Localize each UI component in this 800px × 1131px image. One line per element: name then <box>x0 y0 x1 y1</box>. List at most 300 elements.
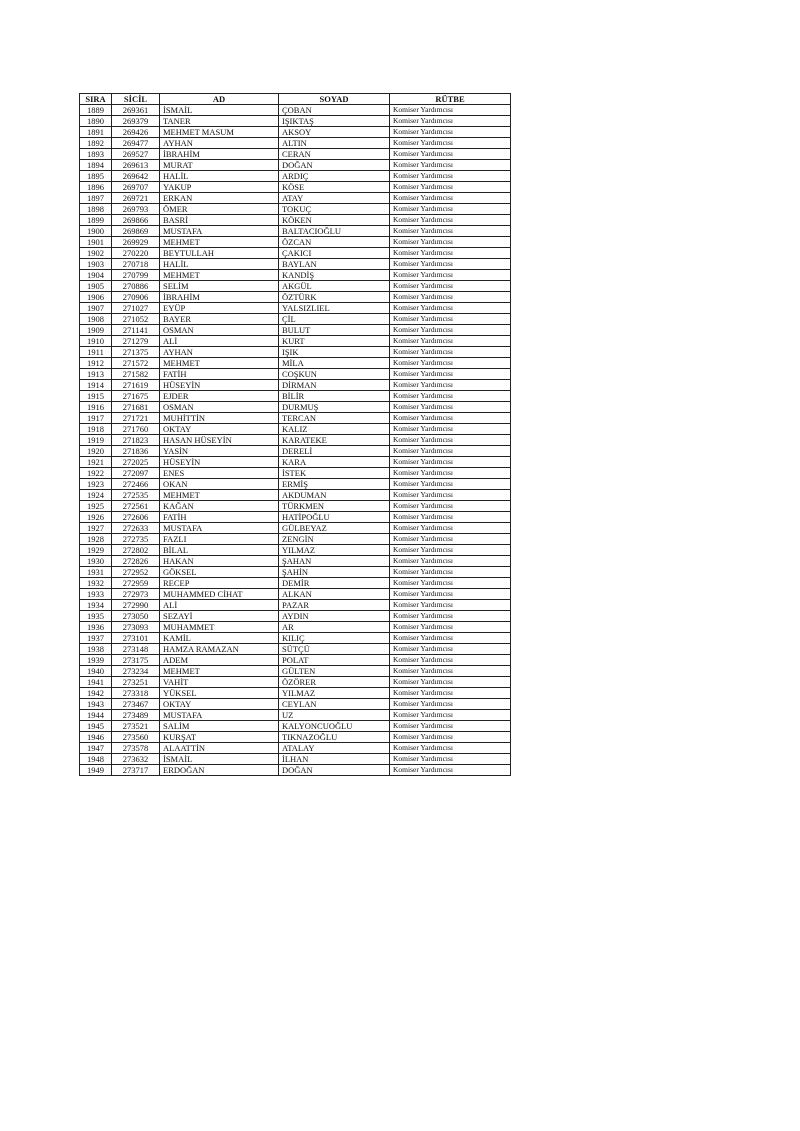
cell-ad: MEHMET <box>160 237 279 248</box>
cell-sicil: 273101 <box>112 633 160 644</box>
cell-sira: 1924 <box>80 490 112 501</box>
cell-rutbe: Komiser Yardımcısı <box>390 149 511 160</box>
cell-sira: 1928 <box>80 534 112 545</box>
cell-sira: 1926 <box>80 512 112 523</box>
table-header <box>80 94 511 105</box>
cell-rutbe: Komiser Yardımcısı <box>390 171 511 182</box>
cell-sicil: 271572 <box>112 358 160 369</box>
cell-soyad: MİLA <box>279 358 390 369</box>
cell-ad: BİLAL <box>160 545 279 556</box>
table-row <box>80 303 511 314</box>
table-row <box>80 424 511 435</box>
cell-sira: 1931 <box>80 567 112 578</box>
cell-soyad: TOKUÇ <box>279 204 390 215</box>
cell-ad: MEHMET MASUM <box>160 127 279 138</box>
cell-sicil: 269707 <box>112 182 160 193</box>
cell-ad: HALİL <box>160 171 279 182</box>
cell-sicil: 269361 <box>112 105 160 116</box>
cell-rutbe: Komiser Yardımcısı <box>390 358 511 369</box>
cell-soyad: UZ <box>279 710 390 721</box>
cell-sicil: 269869 <box>112 226 160 237</box>
cell-sicil: 269642 <box>112 171 160 182</box>
cell-ad: OSMAN <box>160 325 279 336</box>
cell-sicil: 273251 <box>112 677 160 688</box>
cell-sira: 1916 <box>80 402 112 413</box>
cell-sicil: 272990 <box>112 600 160 611</box>
cell-rutbe: Komiser Yardımcısı <box>390 204 511 215</box>
cell-sicil: 273234 <box>112 666 160 677</box>
header-soyad: SOYAD <box>279 94 390 105</box>
cell-soyad: BİLİR <box>279 391 390 402</box>
cell-soyad: AKDUMAN <box>279 490 390 501</box>
cell-soyad: KARA <box>279 457 390 468</box>
cell-rutbe: Komiser Yardımcısı <box>390 446 511 457</box>
table-row <box>80 248 511 259</box>
table-row <box>80 160 511 171</box>
cell-ad: HAKAN <box>160 556 279 567</box>
table-row <box>80 666 511 677</box>
cell-ad: HAMZA RAMAZAN <box>160 644 279 655</box>
cell-rutbe: Komiser Yardımcısı <box>390 644 511 655</box>
header-sicil: SİCİL <box>112 94 160 105</box>
cell-sira: 1905 <box>80 281 112 292</box>
table-row <box>80 358 511 369</box>
cell-soyad: YALSIZLIEL <box>279 303 390 314</box>
cell-ad: ERDOĞAN <box>160 765 279 776</box>
cell-soyad: ÇİL <box>279 314 390 325</box>
cell-soyad: AKSOY <box>279 127 390 138</box>
table-row <box>80 479 511 490</box>
cell-sira: 1896 <box>80 182 112 193</box>
cell-rutbe: Komiser Yardımcısı <box>390 116 511 127</box>
cell-ad: AYHAN <box>160 347 279 358</box>
cell-sicil: 271279 <box>112 336 160 347</box>
cell-sira: 1907 <box>80 303 112 314</box>
cell-sira: 1935 <box>80 611 112 622</box>
cell-sira: 1915 <box>80 391 112 402</box>
cell-sicil: 272959 <box>112 578 160 589</box>
cell-ad: BEYTULLAH <box>160 248 279 259</box>
cell-ad: MURAT <box>160 160 279 171</box>
table-row <box>80 380 511 391</box>
cell-sira: 1918 <box>80 424 112 435</box>
cell-ad: EYÜP <box>160 303 279 314</box>
cell-sira: 1932 <box>80 578 112 589</box>
cell-sicil: 270906 <box>112 292 160 303</box>
cell-ad: OKTAY <box>160 424 279 435</box>
cell-soyad: TÜRKMEN <box>279 501 390 512</box>
cell-soyad: KARATEKE <box>279 435 390 446</box>
cell-sira: 1893 <box>80 149 112 160</box>
cell-ad: AYHAN <box>160 138 279 149</box>
table-row <box>80 578 511 589</box>
cell-soyad: ÖZÖRER <box>279 677 390 688</box>
cell-sicil: 269379 <box>112 116 160 127</box>
table-row <box>80 259 511 270</box>
cell-rutbe: Komiser Yardımcısı <box>390 523 511 534</box>
cell-soyad: ERMİŞ <box>279 479 390 490</box>
cell-sira: 1921 <box>80 457 112 468</box>
cell-sicil: 273175 <box>112 655 160 666</box>
cell-sicil: 269613 <box>112 160 160 171</box>
cell-sira: 1945 <box>80 721 112 732</box>
cell-sira: 1943 <box>80 699 112 710</box>
cell-sicil: 273717 <box>112 765 160 776</box>
header-sira: SIRA <box>80 94 112 105</box>
cell-sira: 1911 <box>80 347 112 358</box>
cell-rutbe: Komiser Yardımcısı <box>390 743 511 754</box>
cell-sicil: 269527 <box>112 149 160 160</box>
cell-sira: 1900 <box>80 226 112 237</box>
cell-sicil: 272606 <box>112 512 160 523</box>
cell-soyad: ŞAHAN <box>279 556 390 567</box>
cell-sira: 1920 <box>80 446 112 457</box>
cell-rutbe: Komiser Yardımcısı <box>390 479 511 490</box>
cell-sira: 1892 <box>80 138 112 149</box>
cell-rutbe: Komiser Yardımcısı <box>390 292 511 303</box>
cell-ad: VAHİT <box>160 677 279 688</box>
cell-rutbe: Komiser Yardımcısı <box>390 402 511 413</box>
cell-sicil: 272952 <box>112 567 160 578</box>
cell-sira: 1946 <box>80 732 112 743</box>
table-row <box>80 655 511 666</box>
cell-rutbe: Komiser Yardımcısı <box>390 699 511 710</box>
table-row <box>80 523 511 534</box>
cell-sicil: 271681 <box>112 402 160 413</box>
cell-soyad: ÇAKICI <box>279 248 390 259</box>
cell-soyad: ALKAN <box>279 589 390 600</box>
cell-soyad: ATALAY <box>279 743 390 754</box>
cell-rutbe: Komiser Yardımcısı <box>390 556 511 567</box>
cell-ad: ÖMER <box>160 204 279 215</box>
table-row <box>80 402 511 413</box>
cell-sira: 1898 <box>80 204 112 215</box>
cell-sira: 1927 <box>80 523 112 534</box>
cell-sicil: 272633 <box>112 523 160 534</box>
cell-sira: 1942 <box>80 688 112 699</box>
cell-rutbe: Komiser Yardımcısı <box>390 611 511 622</box>
cell-rutbe: Komiser Yardımcısı <box>390 193 511 204</box>
cell-rutbe: Komiser Yardımcısı <box>390 622 511 633</box>
cell-rutbe: Komiser Yardımcısı <box>390 545 511 556</box>
cell-ad: MUHAMMET <box>160 622 279 633</box>
cell-rutbe: Komiser Yardımcısı <box>390 259 511 270</box>
cell-ad: EJDER <box>160 391 279 402</box>
table-row <box>80 732 511 743</box>
cell-soyad: YILMAZ <box>279 545 390 556</box>
cell-sira: 1910 <box>80 336 112 347</box>
cell-ad: İBRAHİM <box>160 149 279 160</box>
table-body <box>80 105 511 776</box>
cell-rutbe: Komiser Yardımcısı <box>390 391 511 402</box>
cell-rutbe: Komiser Yardımcısı <box>390 127 511 138</box>
table-row <box>80 490 511 501</box>
cell-ad: ENES <box>160 468 279 479</box>
cell-sicil: 271675 <box>112 391 160 402</box>
table-row <box>80 127 511 138</box>
cell-rutbe: Komiser Yardımcısı <box>390 336 511 347</box>
cell-sira: 1889 <box>80 105 112 116</box>
cell-sira: 1909 <box>80 325 112 336</box>
cell-sicil: 273318 <box>112 688 160 699</box>
cell-sicil: 271582 <box>112 369 160 380</box>
cell-soyad: ÖZTÜRK <box>279 292 390 303</box>
table-row <box>80 270 511 281</box>
table-row <box>80 644 511 655</box>
cell-sicil: 271141 <box>112 325 160 336</box>
cell-ad: SELİM <box>160 281 279 292</box>
cell-sira: 1890 <box>80 116 112 127</box>
cell-ad: GÖKSEL <box>160 567 279 578</box>
table-row <box>80 457 511 468</box>
cell-sicil: 270220 <box>112 248 160 259</box>
cell-sicil: 271836 <box>112 446 160 457</box>
cell-sira: 1937 <box>80 633 112 644</box>
cell-ad: HALİL <box>160 259 279 270</box>
cell-sicil: 269426 <box>112 127 160 138</box>
cell-ad: ERKAN <box>160 193 279 204</box>
cell-ad: YASİN <box>160 446 279 457</box>
table-row <box>80 468 511 479</box>
cell-rutbe: Komiser Yardımcısı <box>390 468 511 479</box>
cell-rutbe: Komiser Yardımcısı <box>390 567 511 578</box>
cell-soyad: SÜTÇÜ <box>279 644 390 655</box>
cell-sicil: 269866 <box>112 215 160 226</box>
cell-soyad: POLAT <box>279 655 390 666</box>
cell-rutbe: Komiser Yardımcısı <box>390 721 511 732</box>
cell-rutbe: Komiser Yardımcısı <box>390 600 511 611</box>
cell-soyad: KÖSE <box>279 182 390 193</box>
cell-soyad: İLHAN <box>279 754 390 765</box>
table-row <box>80 281 511 292</box>
cell-sicil: 273093 <box>112 622 160 633</box>
cell-soyad: KALIZ <box>279 424 390 435</box>
cell-sira: 1895 <box>80 171 112 182</box>
table-row <box>80 545 511 556</box>
cell-sicil: 272826 <box>112 556 160 567</box>
cell-sira: 1938 <box>80 644 112 655</box>
table-row <box>80 501 511 512</box>
table-row <box>80 534 511 545</box>
table-row <box>80 292 511 303</box>
cell-soyad: DİRMAN <box>279 380 390 391</box>
cell-soyad: GÜLBEYAZ <box>279 523 390 534</box>
table-row <box>80 226 511 237</box>
cell-sicil: 269477 <box>112 138 160 149</box>
cell-sicil: 273578 <box>112 743 160 754</box>
table-row <box>80 215 511 226</box>
cell-ad: MEHMET <box>160 490 279 501</box>
cell-sira: 1936 <box>80 622 112 633</box>
cell-soyad: YILMAZ <box>279 688 390 699</box>
cell-ad: BASRİ <box>160 215 279 226</box>
cell-sira: 1944 <box>80 710 112 721</box>
cell-rutbe: Komiser Yardımcısı <box>390 226 511 237</box>
cell-rutbe: Komiser Yardımcısı <box>390 281 511 292</box>
cell-rutbe: Komiser Yardımcısı <box>390 182 511 193</box>
table-row <box>80 105 511 116</box>
cell-ad: MUHİTTİN <box>160 413 279 424</box>
table-row <box>80 193 511 204</box>
cell-sira: 1903 <box>80 259 112 270</box>
table-row <box>80 369 511 380</box>
cell-soyad: AYDIN <box>279 611 390 622</box>
table-row <box>80 754 511 765</box>
cell-sira: 1891 <box>80 127 112 138</box>
cell-rutbe: Komiser Yardımcısı <box>390 215 511 226</box>
cell-ad: OKTAY <box>160 699 279 710</box>
cell-sira: 1947 <box>80 743 112 754</box>
cell-sicil: 273489 <box>112 710 160 721</box>
cell-sira: 1914 <box>80 380 112 391</box>
cell-soyad: TIKNAZOĞLU <box>279 732 390 743</box>
cell-ad: KAMİL <box>160 633 279 644</box>
cell-ad: FATİH <box>160 512 279 523</box>
table-row <box>80 677 511 688</box>
cell-ad: RECEP <box>160 578 279 589</box>
cell-soyad: TERCAN <box>279 413 390 424</box>
cell-ad: İBRAHİM <box>160 292 279 303</box>
cell-soyad: BULUT <box>279 325 390 336</box>
cell-soyad: KÖKEN <box>279 215 390 226</box>
cell-rutbe: Komiser Yardımcısı <box>390 490 511 501</box>
cell-sicil: 269721 <box>112 193 160 204</box>
cell-ad: FAZLI <box>160 534 279 545</box>
cell-sicil: 272802 <box>112 545 160 556</box>
cell-rutbe: Komiser Yardımcısı <box>390 248 511 259</box>
cell-ad: SALİM <box>160 721 279 732</box>
cell-soyad: DEMİR <box>279 578 390 589</box>
cell-ad: MUSTAFA <box>160 226 279 237</box>
cell-sicil: 270886 <box>112 281 160 292</box>
cell-ad: ADEM <box>160 655 279 666</box>
cell-sicil: 272561 <box>112 501 160 512</box>
cell-soyad: BAYLAN <box>279 259 390 270</box>
cell-sicil: 272466 <box>112 479 160 490</box>
cell-soyad: COŞKUN <box>279 369 390 380</box>
table-row <box>80 435 511 446</box>
cell-sira: 1917 <box>80 413 112 424</box>
cell-sicil: 273521 <box>112 721 160 732</box>
cell-sicil: 272097 <box>112 468 160 479</box>
cell-soyad: ZENGİN <box>279 534 390 545</box>
cell-rutbe: Komiser Yardımcısı <box>390 435 511 446</box>
cell-rutbe: Komiser Yardımcısı <box>390 413 511 424</box>
cell-sira: 1922 <box>80 468 112 479</box>
cell-rutbe: Komiser Yardımcısı <box>390 237 511 248</box>
table-row <box>80 347 511 358</box>
cell-ad: MEHMET <box>160 270 279 281</box>
cell-rutbe: Komiser Yardımcısı <box>390 578 511 589</box>
table-row <box>80 325 511 336</box>
cell-sira: 1906 <box>80 292 112 303</box>
cell-sicil: 271375 <box>112 347 160 358</box>
cell-rutbe: Komiser Yardımcısı <box>390 501 511 512</box>
table-row <box>80 391 511 402</box>
cell-ad: ALİ <box>160 336 279 347</box>
cell-ad: MEHMET <box>160 358 279 369</box>
table-row <box>80 611 511 622</box>
cell-ad: İSMAİL <box>160 754 279 765</box>
cell-soyad: ALTIN <box>279 138 390 149</box>
table-row <box>80 314 511 325</box>
cell-rutbe: Komiser Yardımcısı <box>390 105 511 116</box>
cell-sira: 1912 <box>80 358 112 369</box>
cell-sira: 1899 <box>80 215 112 226</box>
cell-rutbe: Komiser Yardımcısı <box>390 732 511 743</box>
cell-soyad: DURMUŞ <box>279 402 390 413</box>
cell-sicil: 271760 <box>112 424 160 435</box>
cell-sira: 1901 <box>80 237 112 248</box>
cell-sira: 1897 <box>80 193 112 204</box>
cell-rutbe: Komiser Yardımcısı <box>390 160 511 171</box>
cell-rutbe: Komiser Yardımcısı <box>390 347 511 358</box>
cell-sicil: 271823 <box>112 435 160 446</box>
table-row <box>80 622 511 633</box>
cell-ad: TANER <box>160 116 279 127</box>
cell-soyad: DOĞAN <box>279 160 390 171</box>
cell-ad: MUSTAFA <box>160 523 279 534</box>
cell-soyad: CEYLAN <box>279 699 390 710</box>
table-row <box>80 149 511 160</box>
header-row <box>80 94 511 105</box>
cell-rutbe: Komiser Yardımcısı <box>390 589 511 600</box>
table-row <box>80 765 511 776</box>
cell-rutbe: Komiser Yardımcısı <box>390 512 511 523</box>
cell-ad: OKAN <box>160 479 279 490</box>
table-row <box>80 138 511 149</box>
cell-sicil: 272973 <box>112 589 160 600</box>
cell-rutbe: Komiser Yardımcısı <box>390 534 511 545</box>
cell-rutbe: Komiser Yardımcısı <box>390 369 511 380</box>
table-row <box>80 116 511 127</box>
cell-sicil: 269793 <box>112 204 160 215</box>
cell-sira: 1925 <box>80 501 112 512</box>
cell-ad: YÜKSEL <box>160 688 279 699</box>
cell-rutbe: Komiser Yardımcısı <box>390 314 511 325</box>
cell-soyad: HATİPOĞLU <box>279 512 390 523</box>
cell-soyad: AKGÜL <box>279 281 390 292</box>
cell-sira: 1919 <box>80 435 112 446</box>
cell-ad: HÜSEYİN <box>160 380 279 391</box>
cell-sira: 1933 <box>80 589 112 600</box>
cell-soyad: PAZAR <box>279 600 390 611</box>
cell-ad: BAYER <box>160 314 279 325</box>
cell-ad: MUSTAFA <box>160 710 279 721</box>
cell-rutbe: Komiser Yardımcısı <box>390 655 511 666</box>
cell-rutbe: Komiser Yardımcısı <box>390 688 511 699</box>
cell-sicil: 270718 <box>112 259 160 270</box>
cell-soyad: KURT <box>279 336 390 347</box>
cell-rutbe: Komiser Yardımcısı <box>390 457 511 468</box>
cell-sicil: 271721 <box>112 413 160 424</box>
table-row <box>80 699 511 710</box>
cell-sira: 1894 <box>80 160 112 171</box>
table-row <box>80 413 511 424</box>
table-row <box>80 182 511 193</box>
table-row <box>80 589 511 600</box>
cell-sicil: 273050 <box>112 611 160 622</box>
cell-sicil: 272025 <box>112 457 160 468</box>
cell-sira: 1908 <box>80 314 112 325</box>
header-ad: AD <box>160 94 279 105</box>
cell-soyad: KANDİŞ <box>279 270 390 281</box>
cell-soyad: DOĞAN <box>279 765 390 776</box>
cell-ad: OSMAN <box>160 402 279 413</box>
cell-soyad: ÖZCAN <box>279 237 390 248</box>
cell-soyad: DERELİ <box>279 446 390 457</box>
cell-ad: KAĞAN <box>160 501 279 512</box>
